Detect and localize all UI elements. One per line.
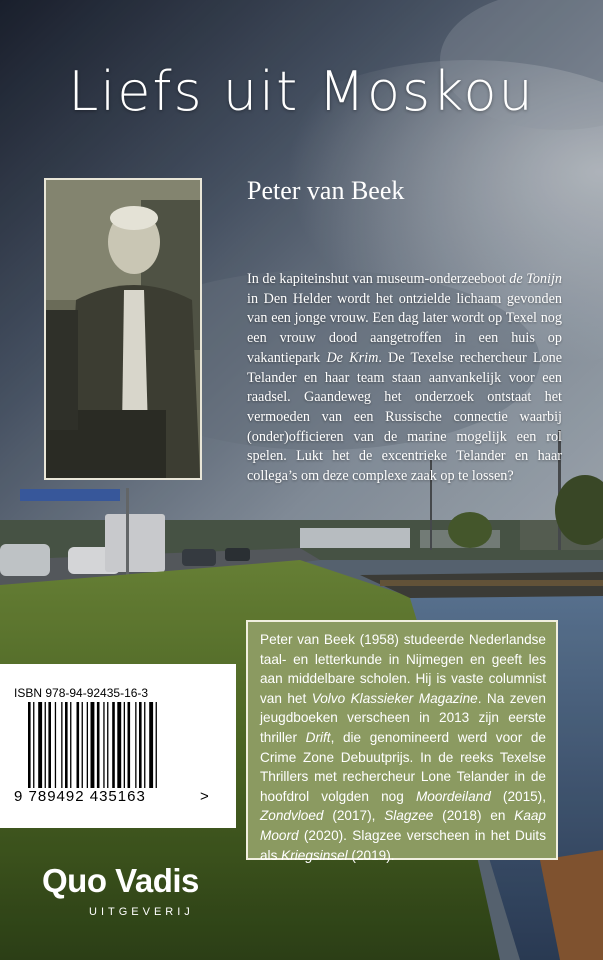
- bio-italic: Drift: [305, 729, 331, 745]
- publisher-logo: Quo Vadis: [42, 862, 199, 899]
- bio-part: (2015),: [490, 788, 546, 804]
- author-bio-text: [260, 630, 546, 865]
- bio-italic: Moordeiland: [415, 788, 491, 804]
- barcode-digits: 9 789492 435163: [14, 788, 146, 805]
- blurb-part: in Den Helder wordt het ontzielde lichaam gevonden van een jonge vrouw. Een dag later wordt op Texel nog een vrouw dood aangetroffen in een huis op vakantiepark: [247, 290, 562, 366]
- bio-italic: Kaap Moord: [260, 808, 546, 843]
- bio-part: (2017),: [323, 808, 385, 824]
- bio-part: Peter van Beek (1958) studeerde Nederlandse taal- en letterkunde in Nijmegen en geeft les aan middelbare scholen. Hij is vaste columnist van het: [260, 632, 546, 706]
- bio-italic: Zondvloed: [260, 808, 324, 824]
- bio-italic: Kriegsinsel: [281, 847, 348, 863]
- bio-italic: Volvo Klassieker Magazine: [311, 690, 478, 706]
- bio-part: . Na zeven jeugdboeken verscheen in 2013 zijn eerste thriller: [260, 690, 546, 745]
- book-title: Liefs uit Moskou: [68, 60, 535, 123]
- blurb-italic-de-krim: De Krim: [326, 349, 379, 366]
- barcode-arrow: >: [200, 788, 209, 805]
- blurb-part: In de kapiteinshut van museum-onderzeeboot: [247, 271, 510, 287]
- blurb-part: . De Texelse rechercheur Lone Telander en haar team staan aanvankelijk voor een raadsel. Gaandeweg het onderzoek ontstaat het vermoeden van een Russische connectie waarbij (onder)officieren van de marine mogelijk een rol spelen. Lukt het de excentrieke Telander en haar collega’s om deze complexe zaak op te lossen?: [247, 349, 562, 485]
- publisher-imprint: UITGEVERIJ: [89, 906, 194, 918]
- author-photo: [44, 178, 202, 480]
- isbn-label: ISBN 978-94-92435-16-3: [14, 686, 149, 700]
- author-bio-panel: [246, 620, 558, 863]
- bio-italic: Slagzee: [384, 808, 434, 824]
- blurb-text: [247, 270, 562, 487]
- barcode-icon: [28, 702, 198, 788]
- author-name: Peter van Beek: [247, 176, 405, 205]
- bio-part: (2020). Slagzee verscheen in het Duits als: [260, 827, 546, 863]
- bio-part: , die genomineerd werd voor de Crime Zone Debuutprijs. In de reeks Texelse Thrillers met rechercheur Lone Telander in de hoofdrol volgden nog: [260, 729, 546, 804]
- bio-part: (2018) en: [433, 808, 515, 824]
- blurb-italic-de-tonijn: de Tonijn: [509, 271, 562, 287]
- bio-part: (2019).: [347, 847, 395, 863]
